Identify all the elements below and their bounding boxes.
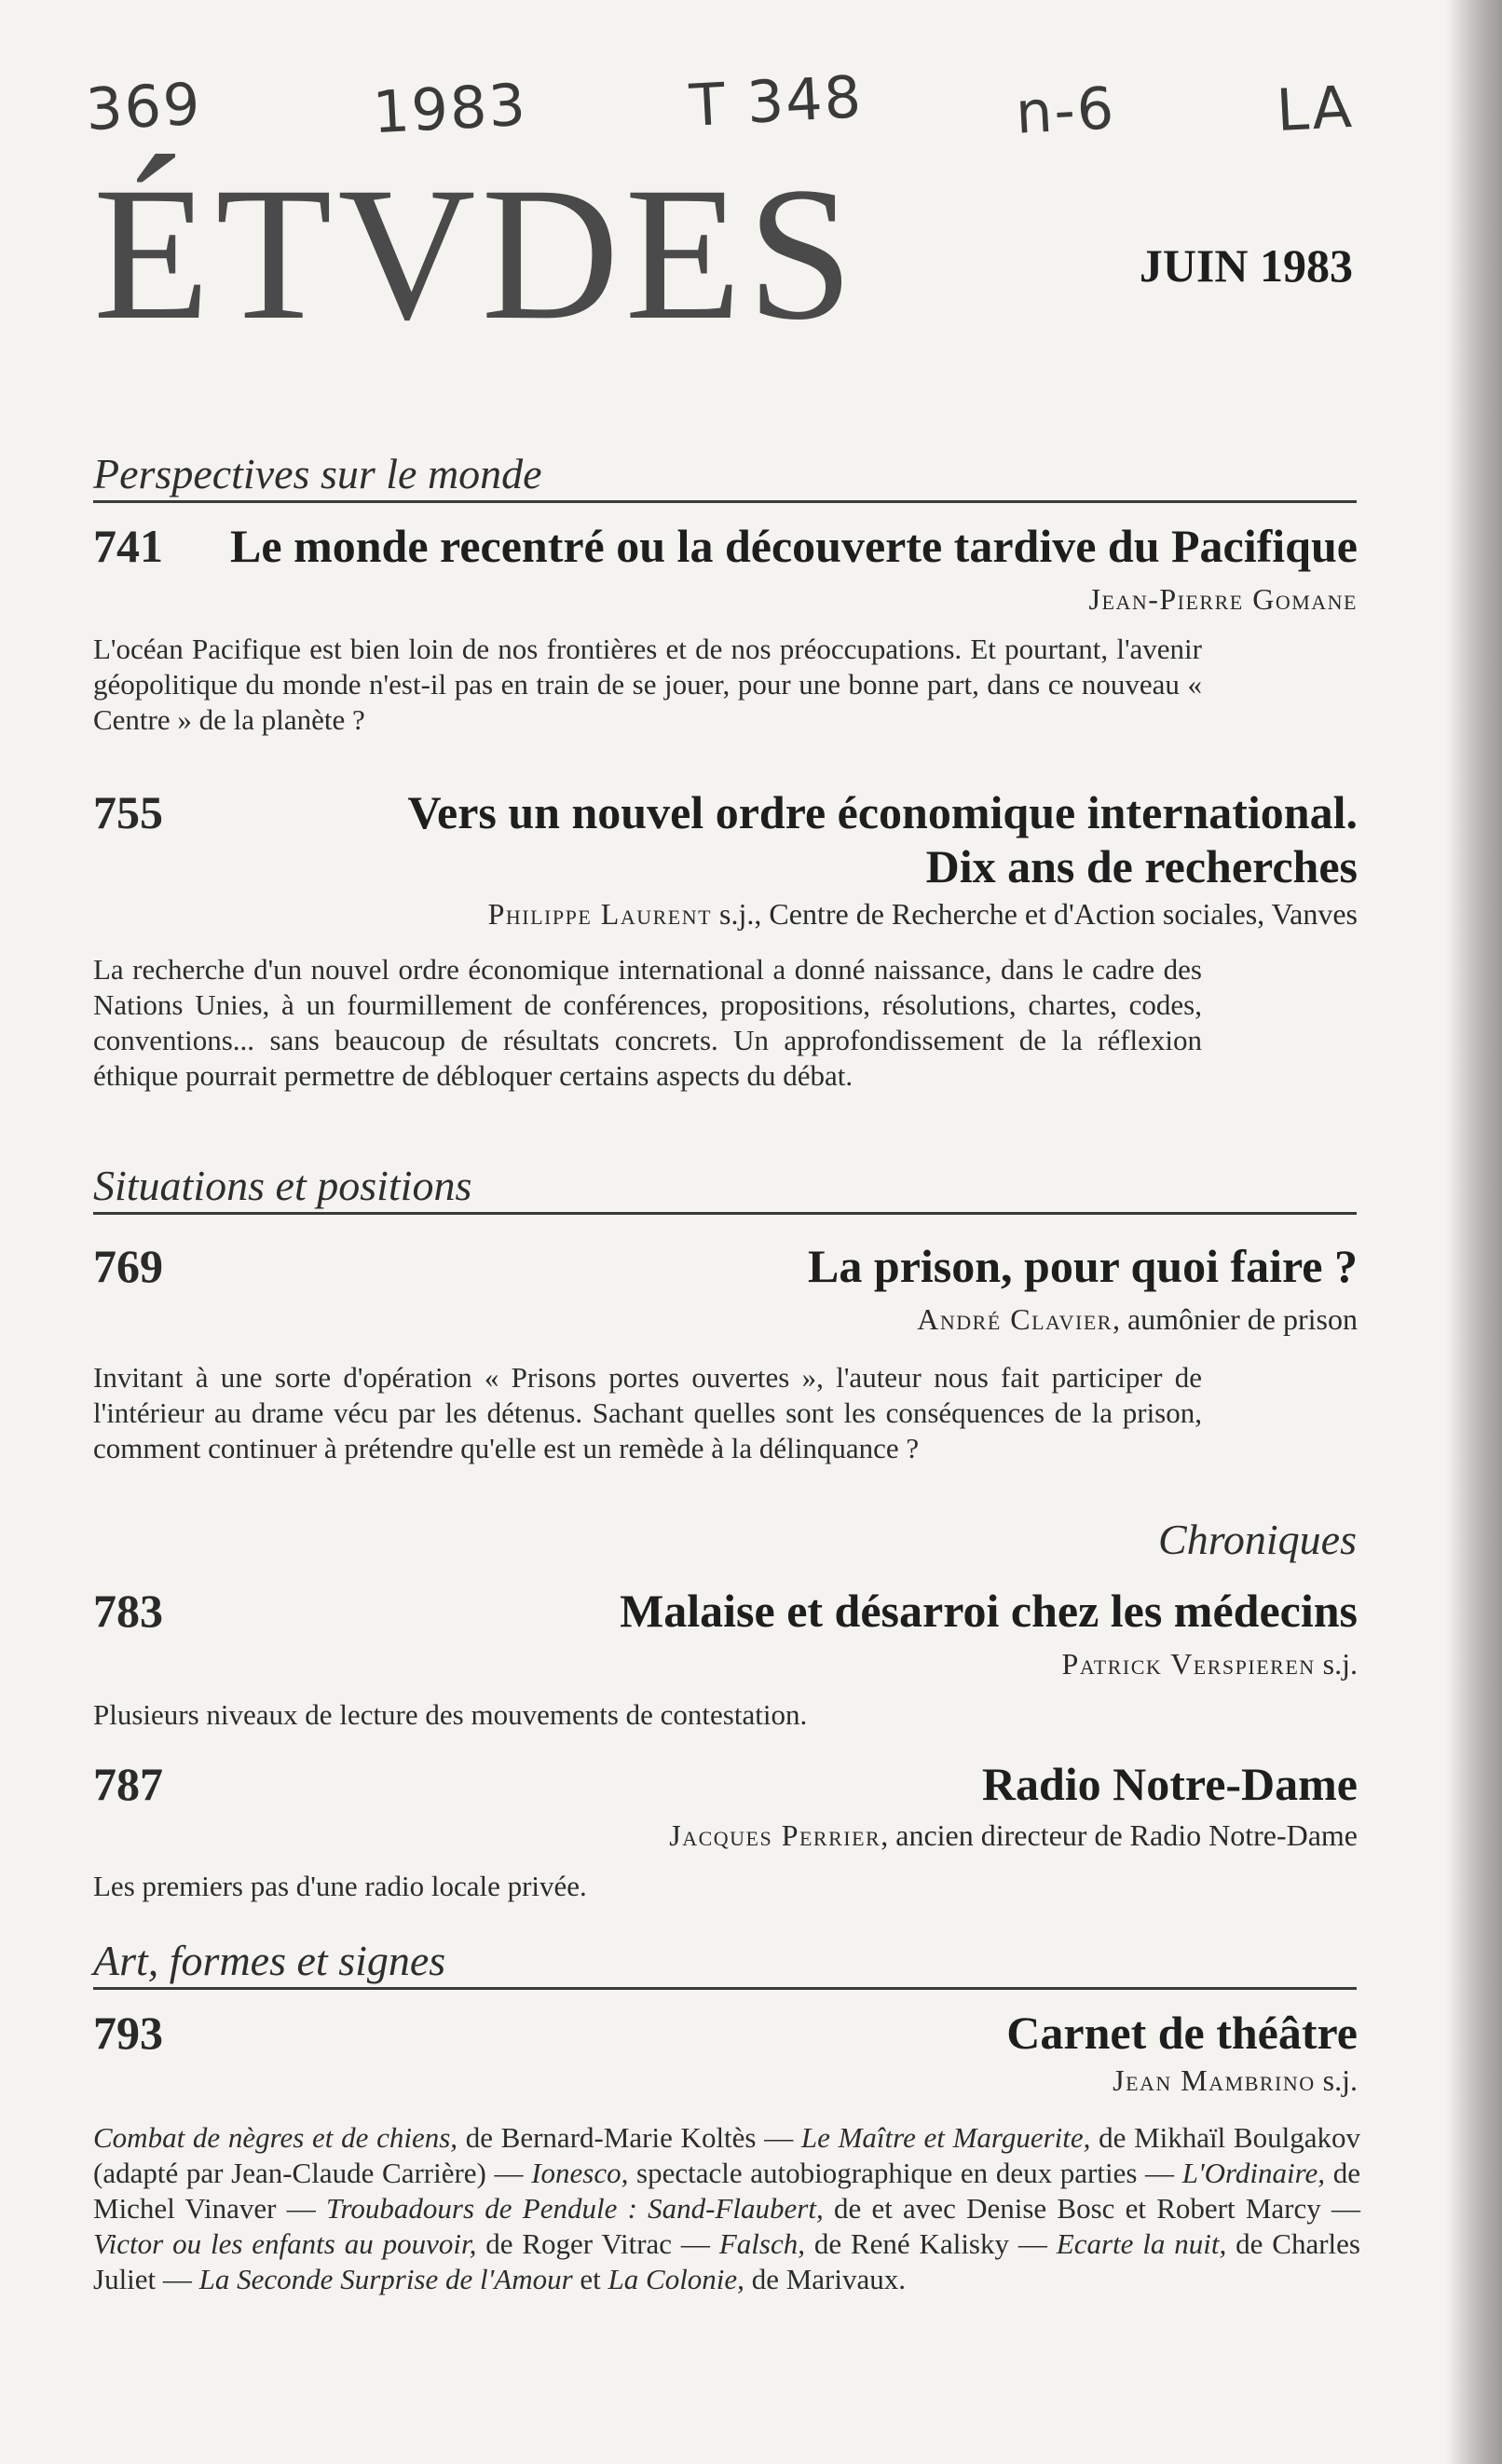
article-author	[669, 1818, 1358, 1853]
play-credit: de Michel Vinaver —	[93, 2157, 1360, 2225]
article-abstract: Plusieurs niveaux de lecture des mouvements de contestation.	[93, 1698, 808, 1731]
play-title: Combat de nègres et de chiens,	[93, 2121, 458, 2154]
article-title: Le monde recentré ou la découverte tardive du Pacifique	[230, 520, 1358, 572]
article-author	[1113, 2063, 1358, 2098]
handwritten-note: 1983	[371, 70, 529, 147]
play-credit: de René Kalisky —	[804, 2227, 1057, 2260]
article-author	[917, 1302, 1358, 1337]
author-affiliation: , ancien directeur de Radio Notre-Dame	[881, 1818, 1358, 1852]
author-name: Jean Mambrino	[1113, 2063, 1316, 2097]
play-credit: de Roger Vitrac —	[476, 2227, 719, 2260]
author-name: Philippe Laurent	[487, 897, 713, 931]
article-abstract: Invitant à une sorte d'opération « Prisons portes ouvertes », l'auteur nous fait participer de l'intérieur au drame vécu par les détenus. Sachant quelles sont les conséquences de la prison, comment continuer à prétendre qu'elle est un remède à la délinquance ?	[93, 1361, 1202, 1464]
play-credit: de et avec Denise Bosc et Robert Marcy —	[823, 2192, 1360, 2225]
article-author	[488, 897, 1358, 932]
play-title: Falsch,	[718, 2227, 805, 2260]
article-title-line-2: Dix ans de recherches	[925, 840, 1358, 892]
play-credit: de Charles Juliet —	[93, 2227, 1360, 2295]
article-abstract	[93, 2120, 1360, 2297]
page-number: 783	[93, 1585, 163, 1637]
play-title: L'Ordinaire,	[1181, 2157, 1326, 2189]
journal-title: ÉTVDES	[93, 148, 859, 360]
handwritten-note: n-6	[1014, 74, 1117, 147]
section-chroniques: Chroniques	[1158, 1516, 1357, 1563]
author-affiliation: s.j.	[1322, 1647, 1358, 1681]
issue-date: JUIN 1983	[1139, 239, 1353, 292]
play-title: Troubadours de Pendule : Sand-Flaubert,	[325, 2192, 824, 2225]
play-credit: de Marivaux.	[744, 2263, 906, 2295]
page-number: 741	[93, 520, 163, 572]
play-title: Victor ou les enfants au pouvoir,	[93, 2227, 477, 2260]
article-title: Carnet de théâtre	[1006, 2007, 1358, 2059]
play-title: La Colonie,	[608, 2263, 744, 2295]
section-art: Art, formes et signes	[93, 1938, 1357, 1990]
play-credit: et	[572, 2263, 608, 2295]
author-name: Jacques Perrier	[669, 1818, 881, 1852]
article-author	[1062, 1647, 1358, 1681]
page-number: 769	[93, 1240, 163, 1292]
article-title: Malaise et désarroi chez les médecins	[620, 1585, 1358, 1637]
page-number: 793	[93, 2007, 163, 2059]
page-number: 755	[93, 786, 163, 838]
article-author	[1089, 582, 1358, 617]
section-perspectives: Perspectives sur le monde	[93, 451, 1357, 503]
play-title: Le Maître et Marguerite,	[800, 2121, 1091, 2154]
play-title: Ionesco,	[531, 2157, 629, 2189]
author-affiliation: s.j., Centre de Recherche et d'Action sociales, Vanves	[719, 897, 1358, 931]
article-title: Radio Notre-Dame	[981, 1758, 1358, 1810]
article-title-line-1: Vers un nouvel ordre économique international.	[407, 786, 1358, 838]
play-title: La Seconde Surprise de l'Amour	[198, 2263, 573, 2295]
play-credit: de Mikhaïl Boulgakov (adapté par Jean-Claude Carrière) —	[93, 2121, 1360, 2189]
play-title: Ecarte la nuit,	[1056, 2227, 1227, 2260]
handwritten-note: LA	[1275, 72, 1356, 145]
play-credit: de Bernard-Marie Koltès —	[457, 2121, 801, 2154]
author-affiliation: , aumônier de prison	[1112, 1302, 1358, 1336]
article-abstract: Les premiers pas d'une radio locale privée.	[93, 1870, 587, 1902]
article-title: La prison, pour quoi faire ?	[808, 1240, 1358, 1292]
play-credit: spectacle autobiographique en deux parties —	[628, 2157, 1182, 2189]
author-name: Patrick Verspieren	[1061, 1647, 1316, 1681]
author-name: André Clavier	[917, 1302, 1113, 1336]
article-abstract: L'océan Pacifique est bien loin de nos frontières et de nos préoccupations. Et pourtant, l'avenir géopolitique du monde n'est-il pas en train de se jouer, pour une bonne part, dans ce nouveau « Centre » de la planète ?	[93, 633, 1202, 736]
page-number: 787	[93, 1758, 163, 1810]
author-affiliation: s.j.	[1322, 2063, 1358, 2097]
handwritten-note: 369	[84, 69, 204, 144]
handwritten-note: T 348	[688, 62, 865, 140]
author-name: Jean-Pierre Gomane	[1088, 582, 1358, 616]
page-edge-shadow	[1446, 0, 1502, 2464]
article-abstract: La recherche d'un nouvel ordre économique international a donné naissance, dans le cadre des Nations Unies, à un fourmillement de conférences, propositions, résolutions, chartes, codes, conventions... sans beaucoup de résultats concrets. Un approfondissement de la réflexion éthique pourrait permettre de débloquer certains aspects du débat.	[93, 953, 1202, 1092]
section-situations: Situations et positions	[93, 1163, 1357, 1215]
